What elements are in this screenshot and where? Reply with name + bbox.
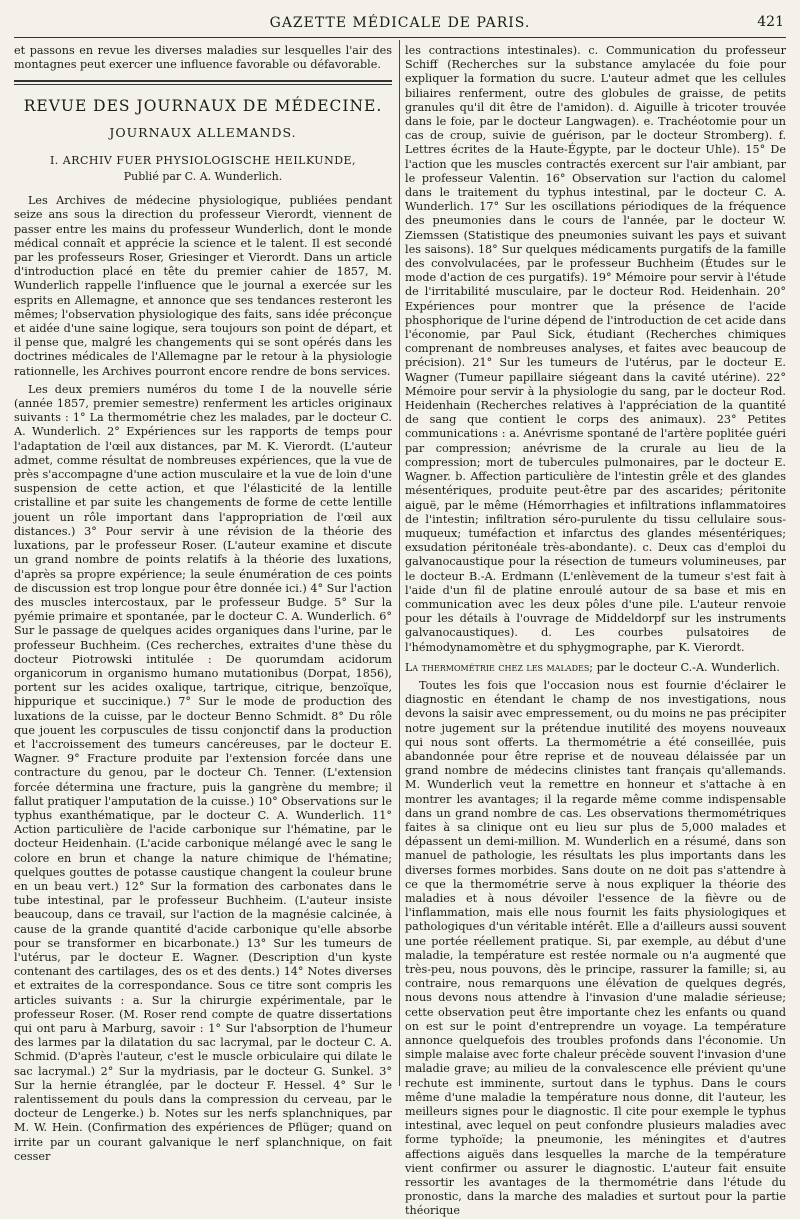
left-column [14, 44, 392, 1163]
section-rule [14, 80, 392, 82]
section-title: JOURNAUX ALLEMANDS. [109, 124, 297, 140]
review-title: REVUE DES JOURNAUX DE MÉDECINE. [23, 97, 383, 116]
page-number: 421 [757, 14, 784, 30]
journal-name: GAZETTE MÉDICALE DE PARIS. [269, 15, 531, 31]
section-rule-thin [14, 84, 392, 85]
body-paragraph-1: Les Archives de médecine physiologique, publiées pendant seize ans sous la direction du professeur Vierordt, viennent de passer entre les mains du professeur Wunderlich, dont le monde médical connaît et apprécie la science et le talent. Il est secondé par les professeurs Roser, Griesinger et Vierordt. Dans un article d'introduction placé en tête du premier cahier de 1857, M. Wunderlich rappelle l'influence que le journal a exercée sur les esprits en Allemagne, et annonce que ses tendances resteront les mêmes; l'observation physiologique des faits, sans idée préconçue et aidée d'une saine logique, sera toujours son point de départ, et il pense que, malgré les changements qui se sont opérés dans les doctrines médicales de l'Allemagne par le retour à la physiologie rationnelle, les Archives pourront encore rendre de bons services. [14, 194, 392, 378]
body-paragraph-3: les contractions intestinales). c. Communication du professeur Schiff (Recherches sur la substance amylacée du foie pour expliquer la formation du sucre. L'auteur admet que les cellules biliaires renferment, outre des globules de graisse, de petits granules qu'il dit être de l'amidon). d. Aiguille à tricoter trouvée dans le foie, par le docteur Langwagen). e. Trachéotomie pour un cas de croup, suivie de guérison, par le docteur Stromberg). f. Lettres écrites de la Haute-Égypte, par le docteur Uhle). 15° De l'action que les muscles contractés exercent sur l'air ambiant, par le professeur Valentin. 16° Observation sur l'action du calomel dans le traitement du typhus intestinal, par le docteur C. A. Wunderlich. 17° Sur les oscillations périodiques de la fréquence des pneumonies dans le cours de l'année, par le docteur W. Ziemssen (Statistique des pneumonies suivant les pays et suivant les saisons). 18° Sur quelques médicaments purgatifs de la famille des convolvulacées, par le professeur Buchheim (Études sur le mode d'action de ces purgatifs). 19° Mémoire pour servir à l'étude de l'irritabilité musculaire, par le docteur Rod. Heidenhain. 20° Expériences pour montrer que la présence de l'acide phosphorique de l'urine dépend de l'introduction de cet acide dans l'économie, par Paul Sick, étudiant (Recherches chimiques comprenant de nombreuses analyses, et faites avec beaucoup de précision). 21° Sur les tumeurs de l'utérus, par le docteur E. Wagner (Tumeur papillaire siégeant dans la cavité utérine). 22° Mémoire pour servir à la physiologie du sang, par le docteur Rod. Heidenhain (Recherches relatives à l'appréciation de la quantité de sang que contient le corps des animaux). 23° Petites communications : a. Anévrisme spontané de l'artère poplitée guéri par compression; anévrisme de la crurale au lieu de la compression; mort de tubercules pulmonaires, par le docteur E. Wagner. b. Affection particulière de l'intestin grêle et des glandes mésentériques, produite peut-être par des ascarides; péritonite aiguë, par le même (Hémorrhagies et infiltrations inflammatoires de l'intestin; infiltration séro-purulente du tissu cellulaire sous-muqueux; tuméfaction et infarctus des glandes mésentériques; exsudation péritonéale très-abondante). c. Deux cas d'emploi du galvanocaustique pour la résection de tumeurs volumineuses, par le docteur B.-A. Erdmann (L'enlèvement de la tumeur s'est fait à l'aide d'un fil de platine enroulé autour de sa base et mis en communication avec les deux pôles d'une pile. L'auteur renvoie pour les détails à l'ouvrage de Middeldorpf sur les instruments galvanocaustiques). d. Les courbes pulsatoires de l'hémodynamomètre et du sphygmographe, par K. Vierordt. [405, 44, 786, 654]
subheading-author: par le docteur C.-A. Wunderlich. [596, 660, 780, 674]
subheading-title: La thermométrie chez les malades; [405, 660, 594, 674]
body-paragraph-2: Les deux premiers numéros du tome I de la nouvelle série (année 1857, premier semestre) renferment les articles originaux suivants : 1° La thermométrie chez les malades, par le docteur C. A. Wunderlich. 2° Expériences sur les rapports de temps pour l'adaptation de l'œil aux distances, par M. K. Vierordt. (L'auteur admet, comme résultat de nombreuses expériences, que la vue de près s'accompagne d'une action musculaire et la vue de loin d'une suspension de cette action, et que l'élasticité de la lentille cristalline et par suite les changements de forme de cette lentille jouent un rôle important dans l'appropriation de l'œil aux distances.) 3° Pour servir à une révision de la théorie des luxations, par le professeur Roser. (L'auteur examine et discute un grand nombre de points relatifs à la théorie des luxations, d'après sa propre expérience; la seule énumération de ces points de discussion est trop longue pour être donnée ici.) 4° Sur l'action des muscles intercostaux, par le professeur Budge. 5° Sur la pyémie primaire et spontanée, par le docteur C. A. Wunderlich. 6° Sur le passage de quelques acides organiques dans l'urine, par le professeur Buchheim. (Ces recherches, extraites d'une thèse du docteur Piotrowski intitulée : De quorumdam acidorum organicorum in organismo humano mutationibus (Dorpat, 1856), portent sur les acides oxalique, tartrique, citrique, benzoïque, hippurique et succinique.) 7° Sur le mode de production des luxations de la cuisse, par le docteur Benno Schmidt. 8° Du rôle que jouent les corpuscules de tissu conjonctif dans la production et l'accroissement des tumeurs cancéreuses, par le docteur E. Wagner. 9° Fracture produite par l'extension forcée dans une contracture du genou, par le docteur Ch. Tenner. (L'extension forcée détermina une fracture, puis la gangrène du membre; il fallut pratiquer l'amputation de la cuisse.) 10° Observations sur le typhus exanthématique, par le docteur C. A. Wunderlich. 11° Action particulière de l'acide carbonique sur l'hématine, par le docteur Heidenhain. (L'acide carbonique mélangé avec le sang le colore en brun et change la nature chimique de l'hématine; quelques gouttes de potasse caustique changent la couleur brune en un beau vert.) 12° Sur la formation des carbonates dans le tube intestinal, par le professeur Buchheim. (L'auteur insiste beaucoup, dans ce travail, sur l'action de la magnésie calcinée, à cause de la grande quantité d'acide carbonique qu'elle absorbe pour se transformer en bicarbonate.) 13° Sur les tumeurs de l'utérus, par le docteur E. Wagner. (Description d'un kyste contenant des cartilages, des os et des dents.) 14° Notes diverses et extraites de la correspondance. Sous ce titre sont compris les articles suivants : a. Sur la chirurgie expérimentale, par le professeur Roser. (M. Roser rend compte de quatre dissertations qui ont paru à Marburg, savoir : 1° Sur l'absorption de l'humeur des larmes par la dilatation du sac lacrymal, par le docteur C. A. Schmid. (D'après l'auteur, c'est le muscle orbiculaire qui dilate le sac lacrymal.) 2° Sur la mydriasis, par le docteur G. Sunkel. 3° Sur la hernie étranglée, par le docteur F. Hessel. 4° Sur le ralentissement du pouls dans la compression du cerveau, par le docteur de Lengerke.) b. Notes sur les nerfs splanchniques, par M. W. Hein. (Confirmation des expériences de Pflüger; quand on irrite par un courant galvanique le nerf splanchnique, on fait cesser [14, 382, 392, 1163]
right-column [405, 44, 786, 1218]
page-header [14, 10, 786, 36]
header-rule [14, 37, 786, 38]
byline: Publié par C. A. Wunderlich. [123, 170, 283, 184]
column-divider [399, 40, 400, 1086]
body-paragraph-4: Toutes les fois que l'occasion nous est fournie d'éclairer le diagnostic en étendant le champ de nos investigations, nous devons la saisir avec empressement, ou du moins ne pas précipiter notre jugement sur la prétendue inutilité des moyens nouveaux qui nous sont offerts. La thermométrie a été conseillée, puis abandonnée pour être reprise et de nouveau délaissée par un grand nombre de médecins clinistes tant français qu'allemands. M. Wunderlich veut la remettre en honneur et s'attache à en montrer les avantages; il la regarde même comme indispensable dans un grand nombre de cas. Les observations thermométriques faites à sa clinique ont eu lieu sur plus de 5,000 malades et dépassent un demi-million. M. Wunderlich en a résumé, dans son manuel de pathologie, les résultats les plus importants dans les diverses formes morbides. Sans doute on ne doit pas s'attendre à ce que la thermométrie serve à nous expliquer la théorie des maladies et à nous dévoiler l'essence de la fièvre ou de l'inflammation, mais elle nous fournit les faits physiologiques et pathologiques d'un véritable intérêt. Elle a d'ailleurs aussi souvent une portée réellement pratique. Si, par exemple, au début d'une maladie, la température est restée normale ou n'a augmenté que très-peu, nous pouvons, dès le principe, rassurer la famille; si, au contraire, nous remarquons une élévation de quelques degrés, nous devons nous attendre à l'invasion d'une maladie sérieuse; cette observation peut être importante chez les enfants ou quand on est sur le point d'entreprendre un voyage. La température annonce quelquefois des troubles profonds dans l'économie. Un simple malaise avec forte chaleur précède souvent l'invasion d'une maladie grave; au milieu de la convalescence elle prévient qu'une rechute est imminente, surtout dans le typhus. Dans le cours même d'une maladie la température nous donne, dit l'auteur, les meilleurs signes pour le diagnostic. Il cite pour exemple le typhus intestinal, avec lequel on peut confondre plusieurs maladies avec forme typhoïde; la pneumonie, les méningites et d'autres affections aiguës dans lesquelles la marche de la température vient confirmer ou assurer le diagnostic. L'auteur fait ensuite ressortir les avantages de la thermométrie dans l'étude du pronostic, dans la marche des maladies et surtout pour la partie théorique [405, 678, 786, 1218]
article-subheading [405, 661, 786, 675]
intro-paragraph: et passons en revue les diverses maladies sur lesquelles l'air des montagnes peut exercer une influence favorable ou défavorable. [14, 44, 392, 72]
journal-heading: I. ARCHIV FUER PHYSIOLOGISCHE HEILKUNDE, [49, 153, 357, 167]
